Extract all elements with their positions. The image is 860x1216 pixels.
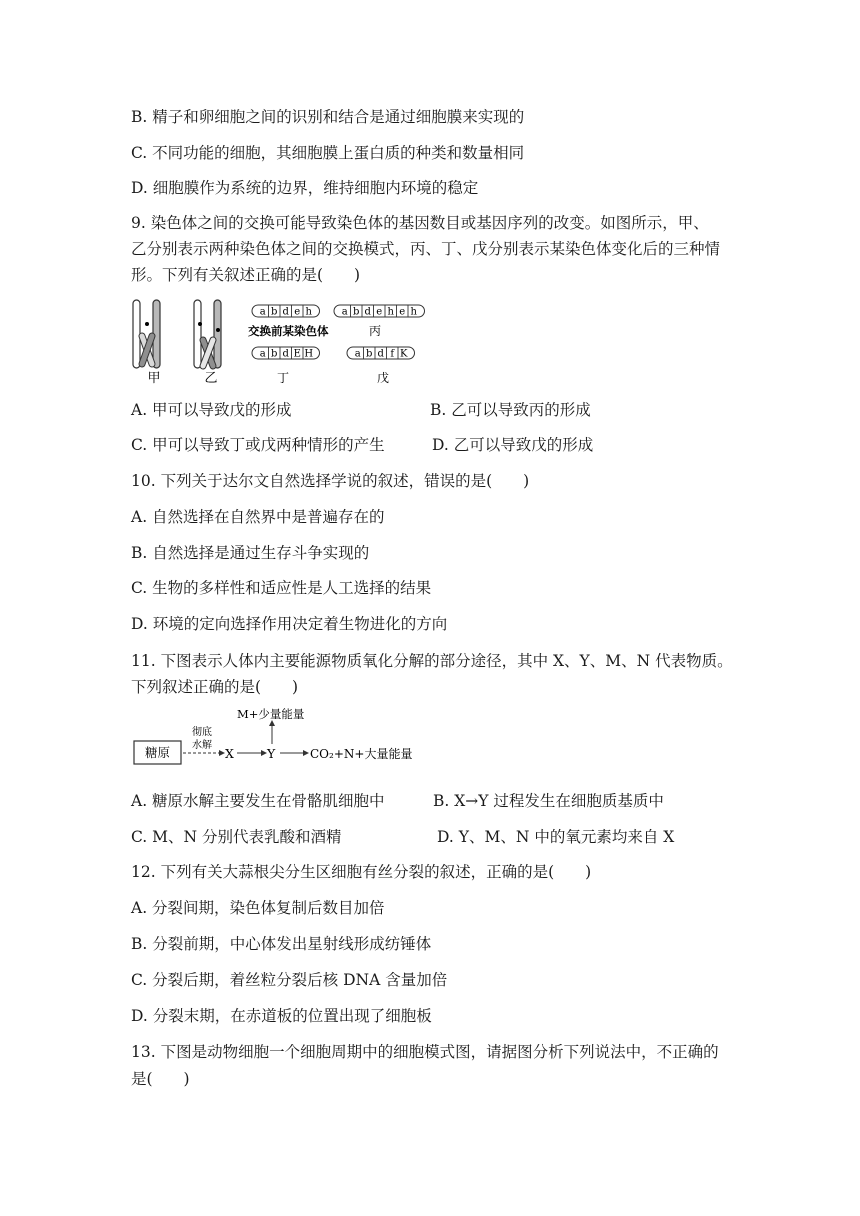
gene-label: a <box>259 306 266 318</box>
hydrolysis-label-bottom: 水解 <box>192 740 212 751</box>
gene-label: d <box>364 306 371 318</box>
q9-stem-line2: 乙分别表示两种染色体之间的交换模式，丙、丁、戊分别表示某染色体变化后的三种情 <box>131 240 721 258</box>
q9-option-c: C. 甲可以导致丁或戊两种情形的产生 <box>131 436 385 454</box>
label-jia: 甲 <box>147 371 161 386</box>
q8-option-b: B. 精子和卵细胞之间的识别和结合是通过细胞膜来实现的 <box>131 108 525 126</box>
strip-ding <box>252 347 320 360</box>
q10-option-c: C. 生物的多样性和适应性是人工选择的结果 <box>131 579 432 597</box>
q10-option-a: A. 自然选择在自然界中是普遍存在的 <box>131 508 385 526</box>
glycogen-label: 糖原 <box>144 745 171 760</box>
q12-option-c: C. 分裂后期，着丝粒分裂后核 DNA 含量加倍 <box>131 971 448 989</box>
gene-label: b <box>271 348 278 360</box>
q9-option-d: D. 乙可以导致戊的形成 <box>432 436 594 454</box>
label-wu: 戊 <box>376 371 390 385</box>
q9-stem-line3: 形。下列有关叙述正确的是( ) <box>131 266 361 284</box>
gene-label: d <box>377 348 384 360</box>
gene-label: K <box>400 348 408 360</box>
gene-label: h <box>387 306 394 318</box>
gene-label: e <box>376 306 383 318</box>
gene-label: b <box>353 306 360 318</box>
q11-option-a: A. 糖原水解主要发生在骨骼肌细胞中 <box>131 792 385 810</box>
q11-option-b: B. X→Y 过程发生在细胞质基质中 <box>433 792 664 810</box>
gene-label: h <box>305 306 312 318</box>
q9-chromosome-figure <box>128 296 438 388</box>
gene-label: b <box>271 306 278 318</box>
q10-option-b: B. 自然选择是通过生存斗争实现的 <box>131 544 370 562</box>
q9-stem-line1: 9. 染色体之间的交换可能导致染色体的基因数目或基因序列的改变。如图所示，甲、 <box>131 214 709 232</box>
strip-wu <box>347 347 415 360</box>
q11-stem-line2: 下列叙述正确的是( ) <box>131 678 299 696</box>
gene-label: d <box>282 306 289 318</box>
q11-option-d: D. Y、M、N 中的氧元素均来自 X <box>437 828 675 846</box>
gene-label: E <box>293 348 301 360</box>
gene-label: h <box>410 306 417 318</box>
q13-stem-line2: 是( ) <box>131 1070 190 1088</box>
hydrolysis-label-top: 彻底 <box>192 727 212 738</box>
q12-option-a: A. 分裂间期，染色体复制后数目加倍 <box>131 899 385 917</box>
label-ding: 丁 <box>276 371 290 385</box>
substance-y: Y <box>267 746 276 761</box>
arrow-y-final-head <box>303 750 309 756</box>
gene-label: a <box>354 348 361 360</box>
q12-option-d: D. 分裂末期，在赤道板的位置出现了细胞板 <box>131 1007 432 1025</box>
strip-before-exchange <box>252 305 320 318</box>
gene-label: a <box>341 306 348 318</box>
strip-bing <box>334 305 425 318</box>
q11-stem-line1: 11. 下图表示人体内主要能源物质氧化分解的部分途径，其中 X、Y、M、N 代表物质。 <box>131 652 733 670</box>
q9-option-b: B. 乙可以导致丙的形成 <box>430 401 591 419</box>
q11-pathway-figure <box>133 708 433 772</box>
gene-label: e <box>399 306 406 318</box>
q12-option-b: B. 分裂前期，中心体发出星射线形成纺锤体 <box>131 935 432 953</box>
q11-option-c: C. M、N 分别代表乳酸和酒精 <box>131 828 342 846</box>
gene-label: H <box>304 348 314 360</box>
gene-label: f <box>390 348 395 360</box>
q12-stem: 12. 下列有关大蒜根尖分生区细胞有丝分裂的叙述，正确的是( ) <box>131 863 592 881</box>
q9-option-a: A. 甲可以导致戊的形成 <box>131 401 292 419</box>
q8-option-d: D. 细胞膜作为系统的边界，维持细胞内环境的稳定 <box>131 179 479 197</box>
chromosome-pair-jia <box>133 300 160 368</box>
gene-label: b <box>366 348 373 360</box>
gene-label: d <box>282 348 289 360</box>
q10-option-d: D. 环境的定向选择作用决定着生物进化的方向 <box>131 615 448 633</box>
label-before-exchange: 交换前某染色体 <box>248 324 329 338</box>
q10-stem: 10. 下列关于达尔文自然选择学说的叙述，错误的是( ) <box>131 472 530 490</box>
gene-label: e <box>294 306 301 318</box>
q8-option-c: C. 不同功能的细胞，其细胞膜上蛋白质的种类和数量相同 <box>131 144 525 162</box>
m-branch-label: M+少量能量 <box>237 708 305 721</box>
label-bing: 丙 <box>368 324 382 338</box>
q13-stem-line1: 13. 下图是动物细胞一个细胞周期中的细胞模式图，请据图分析下列说法中，不正确的 <box>131 1043 719 1061</box>
label-yi: 乙 <box>204 371 218 386</box>
chromosome-pair-yi <box>194 300 221 368</box>
substance-x: X <box>225 746 234 761</box>
gene-label: a <box>259 348 266 360</box>
final-products-label: CO₂+N+大量能量 <box>310 747 413 761</box>
